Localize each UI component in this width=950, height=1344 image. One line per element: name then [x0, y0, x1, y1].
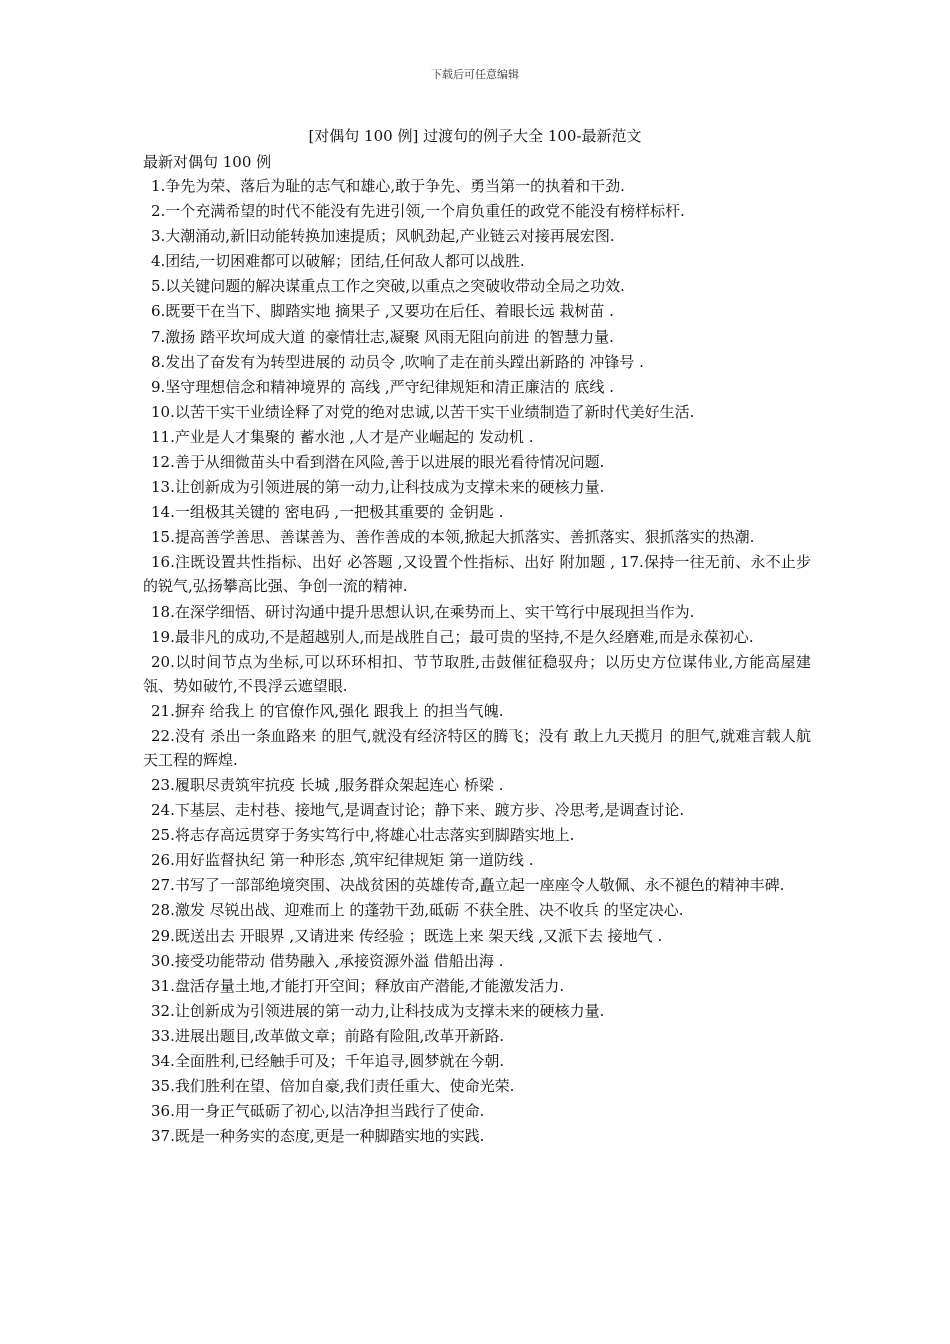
list-item: 11.产业是人才集聚的 蓄水池 ,人才是产业崛起的 发动机 .	[151, 427, 534, 446]
page-header-note: 下载后可任意编辑	[431, 68, 519, 81]
list-item: 19.最非凡的成功,不是超越别人,而是战胜自己；最可贵的坚持,不是久经磨难,而是永葆初心.	[151, 627, 754, 646]
list-item: 36.用一身正气砥砺了初心,以洁净担当践行了使命.	[151, 1102, 485, 1121]
list-item: 29.既送出去 开眼界 ,又请进来 传经验 ；既选上来 架天线 ,又派下去 接地气 .	[151, 926, 663, 945]
list-item: 24.下基层、走村巷、接地气,是调查讨论；静下来、踱方步、冷思考,是调查讨论.	[151, 801, 685, 820]
list-item: 10.以苦干实干业绩诠释了对党的绝对忠诚,以苦干实干业绩制造了新时代美好生活.	[151, 402, 695, 421]
list-item: 28.激发 尽锐出战、迎难而上 的蓬勃干劲,砥砺 不获全胜、决不收兵 的坚定决心.	[151, 901, 684, 920]
section-subtitle: 最新对偶句 100 例	[143, 153, 272, 171]
list-item: 13.让创新成为引领进展的第一动力,让科技成为支撑未来的硬核力量.	[151, 478, 605, 497]
document-title: [对偶句 100 例] 过渡句的例子大全 100-最新范文	[308, 127, 642, 145]
list-item: 32.让创新成为引领进展的第一动力,让科技成为支撑未来的硬核力量.	[151, 1001, 605, 1020]
list-item: 35.我们胜利在望、倍加自豪,我们责任重大、使命光荣.	[151, 1077, 515, 1096]
list-item: 22.没有 杀出一条血路来 的胆气,就没有经济特区的腾飞；没有 敢上九天揽月 的胆气,就难言载人航天工程的辉煌.	[143, 726, 811, 769]
list-item: 31.盘活存量土地,才能打开空间；释放亩产潜能,才能激发活力.	[151, 976, 565, 995]
list-item: 20.以时间节点为坐标,可以环环相扣、节节取胜,击鼓催征稳驭舟；以历史方位谋伟业,方能高屋建瓴、势如破竹,不畏浮云遮望眼.	[143, 652, 811, 695]
list-item: 5.以关键问题的解决谋重点工作之突破,以重点之突破收带动全局之功效.	[151, 277, 625, 296]
list-item: 9.坚守理想信念和精神境界的 高线 ,严守纪律规矩和清正廉洁的 底线 .	[151, 377, 614, 396]
list-item: 8.发出了奋发有为转型进展的 动员令 ,吹响了走在前头蹚出新路的 冲锋号 .	[151, 352, 644, 371]
list-item: 37.既是一种务实的态度,更是一种脚踏实地的实践.	[151, 1127, 485, 1146]
list-item: 33.进展出题目,改革做文章；前路有险阻,改革开新路.	[151, 1026, 505, 1045]
list-item: 15.提高善学善思、善谋善为、善作善成的本领,掀起大抓落实、善抓落实、狠抓落实的热潮.	[151, 528, 755, 547]
list-item: 3.大潮涌动,新旧动能转换加速提质；风帆劲起,产业链云对接再展宏图.	[151, 227, 615, 246]
list-item: 18.在深学细悟、研讨沟通中提升思想认识,在乘势而上、实干笃行中展现担当作为.	[151, 602, 695, 621]
list-item: 23.履职尽责筑牢抗疫 长城 ,服务群众架起连心 桥梁 .	[151, 775, 504, 794]
list-item: 1.争先为荣、落后为耻的志气和雄心,敢于争先、勇当第一的执着和干劲.	[151, 177, 625, 195]
document-body	[143, 150, 811, 1149]
list-item: 26.用好监督执纪 第一种形态 ,筑牢纪律规矩 第一道防线 .	[151, 851, 534, 870]
list-item: 25.将志存高远贯穿于务实笃行中,将雄心壮志落实到脚踏实地上.	[151, 826, 575, 845]
list-item: 6.既要干在当下、脚踏实地 摘果子 ,又要功在后任、着眼长远 栽树苗 .	[151, 302, 614, 321]
list-item: 30.接受功能带动 借势融入 ,承接资源外溢 借船出海 .	[151, 951, 504, 970]
list-item: 14.一组极其关键的 密电码 ,一把极其重要的 金钥匙 .	[151, 503, 504, 522]
list-item: 4.团结,一切困难都可以破解；团结,任何敌人都可以战胜.	[151, 252, 525, 271]
list-item: 7.激扬 踏平坎坷成大道 的豪情壮志,凝聚 风雨无阻向前进 的智慧力量.	[151, 327, 614, 346]
list-item: 12.善于从细微苗头中看到潜在风险,善于以进展的眼光看待情况问题.	[151, 453, 605, 472]
list-item: 2.一个充满希望的时代不能没有先进引领,一个肩负重任的政党不能没有榜样标杆.	[151, 202, 685, 221]
list-item: 27.书写了一部部绝境突围、决战贫困的英雄传奇,矗立起一座座令人敬佩、永不褪色的精神丰碑.	[151, 876, 785, 895]
list-item: 34.全面胜利,已经触手可及；千年追寻,圆梦就在今朝.	[151, 1052, 505, 1070]
list-item: 21.摒弃 给我上 的官僚作风,强化 跟我上 的担当气魄.	[151, 701, 504, 720]
list-item: 16.注既设置共性指标、出好 必答题 ,又设置个性指标、出好 附加题 , 17.保持一往无前、永不止步的锐气,弘扬攀高比强、争创一流的精神.	[143, 553, 811, 596]
